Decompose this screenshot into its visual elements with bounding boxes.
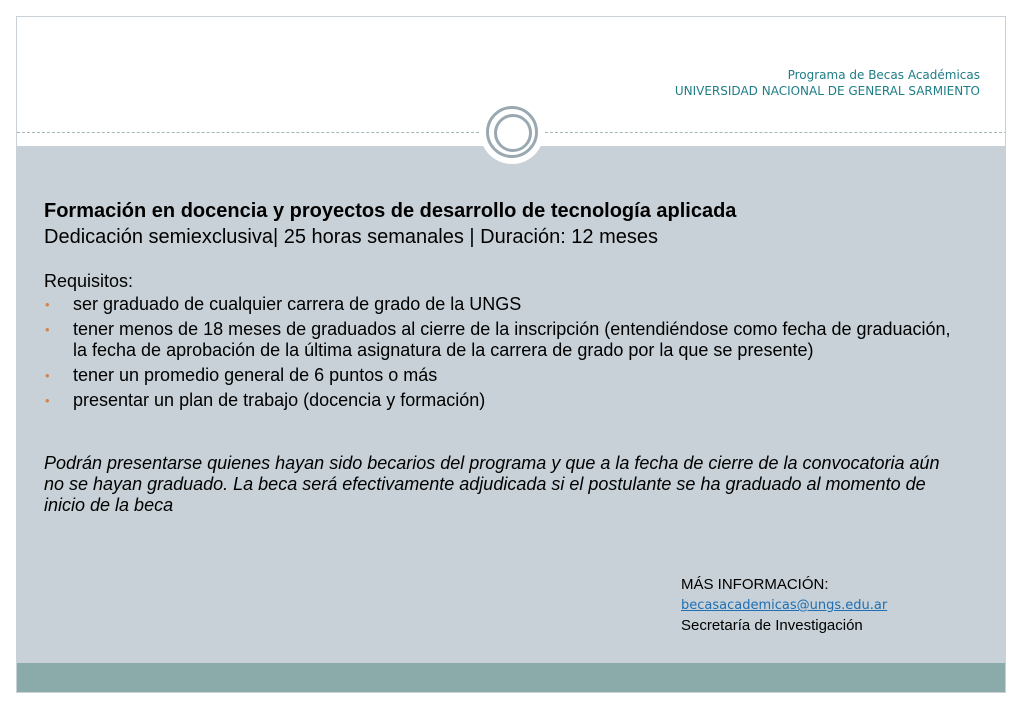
main-content xyxy=(44,198,954,516)
header-block xyxy=(675,67,980,99)
program-name: Programa de Becas Académicas xyxy=(787,68,980,82)
contact-heading: MÁS INFORMACIÓN: xyxy=(681,576,829,593)
contact-email-link[interactable]: becasacademicas@ungs.edu.ar xyxy=(681,598,888,613)
requirement-text: ser graduado de cualquier carrera de grado de la UNGS xyxy=(73,294,522,314)
requirements-list xyxy=(44,294,954,411)
page-title: Formación en docencia y proyectos de desarrollo de tecnología aplicada xyxy=(44,200,737,222)
requirements-heading: Requisitos: xyxy=(44,271,134,291)
requirement-text: tener un promedio general de 6 puntos o más xyxy=(73,365,438,385)
eligibility-note: Podrán presentarse quienes hayan sido becarios del programa y que a la fecha de cierre de la convocatoria aún no se hayan graduado. La beca será efectivamente adjudicada si el postulante se ha graduado al momento de inicio de la beca xyxy=(44,453,940,515)
requirement-text: tener menos de 18 meses de graduados al cierre de la inscripción (entendiéndose como fecha de graduación, la fecha de aprobación de la última asignatura de la carrera de grado por la que se presente) xyxy=(73,319,951,360)
bullet-icon: • xyxy=(45,297,50,312)
bullet-icon: • xyxy=(45,393,50,408)
bullet-icon: • xyxy=(45,322,50,337)
header-divider-left xyxy=(17,132,479,133)
list-item xyxy=(44,365,954,386)
contact-office: Secretaría de Investigación xyxy=(681,617,863,634)
circle-emblem-inner xyxy=(494,114,532,152)
contact-block xyxy=(681,575,887,636)
list-item xyxy=(44,319,954,361)
page-subtitle: Dedicación semiexclusiva| 25 horas semanales | Duración: 12 meses xyxy=(44,226,659,248)
university-name: UNIVERSIDAD NACIONAL DE GENERAL SARMIENTO xyxy=(674,84,980,98)
footer-band xyxy=(17,663,1006,693)
header-divider-right xyxy=(545,132,1006,133)
bullet-icon: • xyxy=(45,368,50,383)
list-item xyxy=(44,294,954,315)
list-item xyxy=(44,390,954,411)
requirement-text: presentar un plan de trabajo (docencia y formación) xyxy=(73,390,486,410)
